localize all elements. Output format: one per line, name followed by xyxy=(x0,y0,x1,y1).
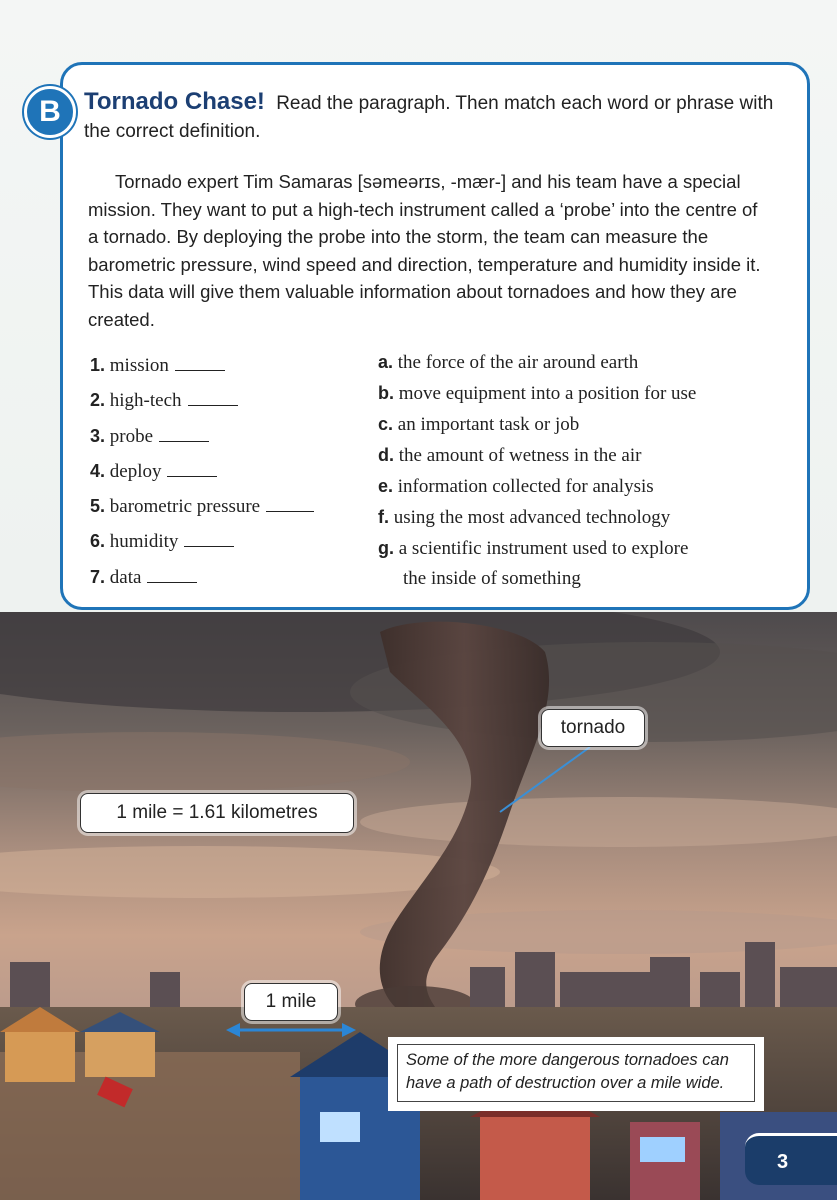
answer-blank[interactable] xyxy=(188,387,238,406)
definition-item: d. the amount of wetness in the air xyxy=(378,445,642,466)
mile-label: 1 mile xyxy=(244,983,338,1021)
word-list xyxy=(90,352,314,599)
mile-conversion-label: 1 mile = 1.61 kilometres xyxy=(80,793,354,833)
caption-box xyxy=(388,1037,764,1111)
word-item: 5. barometric pressure xyxy=(90,493,314,528)
caption-text: Some of the more dangerous tornadoes can have a path of destruction over a mile wide. xyxy=(397,1044,755,1102)
reading-paragraph: Tornado expert Tim Samaras [səmeərɪs, -mær-] and his team have a special mission. They want to put a high-tech instrument called a ‘probe’ into the centre of a tornado. By deploying the probe into the storm, the team can measure the barometric pressure, wind speed and direction, temperature and humidity inside it. This data will give them valuable information about tornadoes and how they are created. xyxy=(88,171,761,330)
definition-item: b. move equipment into a position for use xyxy=(378,383,697,404)
word-item: 1. mission xyxy=(90,352,314,387)
page-number: 3 xyxy=(745,1133,837,1185)
word-item: 7. data xyxy=(90,564,314,599)
answer-blank[interactable] xyxy=(167,458,217,477)
definition-item: e. information collected for analysis xyxy=(378,476,654,497)
tornado-label: tornado xyxy=(541,709,645,747)
answer-blank[interactable] xyxy=(159,423,209,442)
definition-item: c. an important task or job xyxy=(378,414,580,435)
definition-item: a. the force of the air around earth xyxy=(378,352,639,373)
answer-blank[interactable] xyxy=(147,564,197,583)
answer-blank[interactable] xyxy=(266,493,314,512)
tornado-illustration xyxy=(0,612,837,1200)
exercise-instruction: Read the paragraph. Then match each word or phrase with the correct definition. xyxy=(84,93,774,142)
word-item: 2. high-tech xyxy=(90,387,314,422)
word-item: 3. probe xyxy=(90,423,314,458)
definition-item: g. a scientific instrument used to explore the inside of something xyxy=(378,538,689,589)
word-item: 6. humidity xyxy=(90,528,314,563)
definition-list xyxy=(378,350,798,591)
exercise-header xyxy=(84,88,784,146)
word-item: 4. deploy xyxy=(90,458,314,493)
definition-item: f. using the most advanced technology xyxy=(378,507,671,528)
exercise-title: Tornado Chase! xyxy=(84,88,265,115)
answer-blank[interactable] xyxy=(184,528,234,547)
tornado-scene-image xyxy=(0,612,837,1200)
answer-blank[interactable] xyxy=(175,352,225,371)
section-badge: B xyxy=(24,86,76,138)
